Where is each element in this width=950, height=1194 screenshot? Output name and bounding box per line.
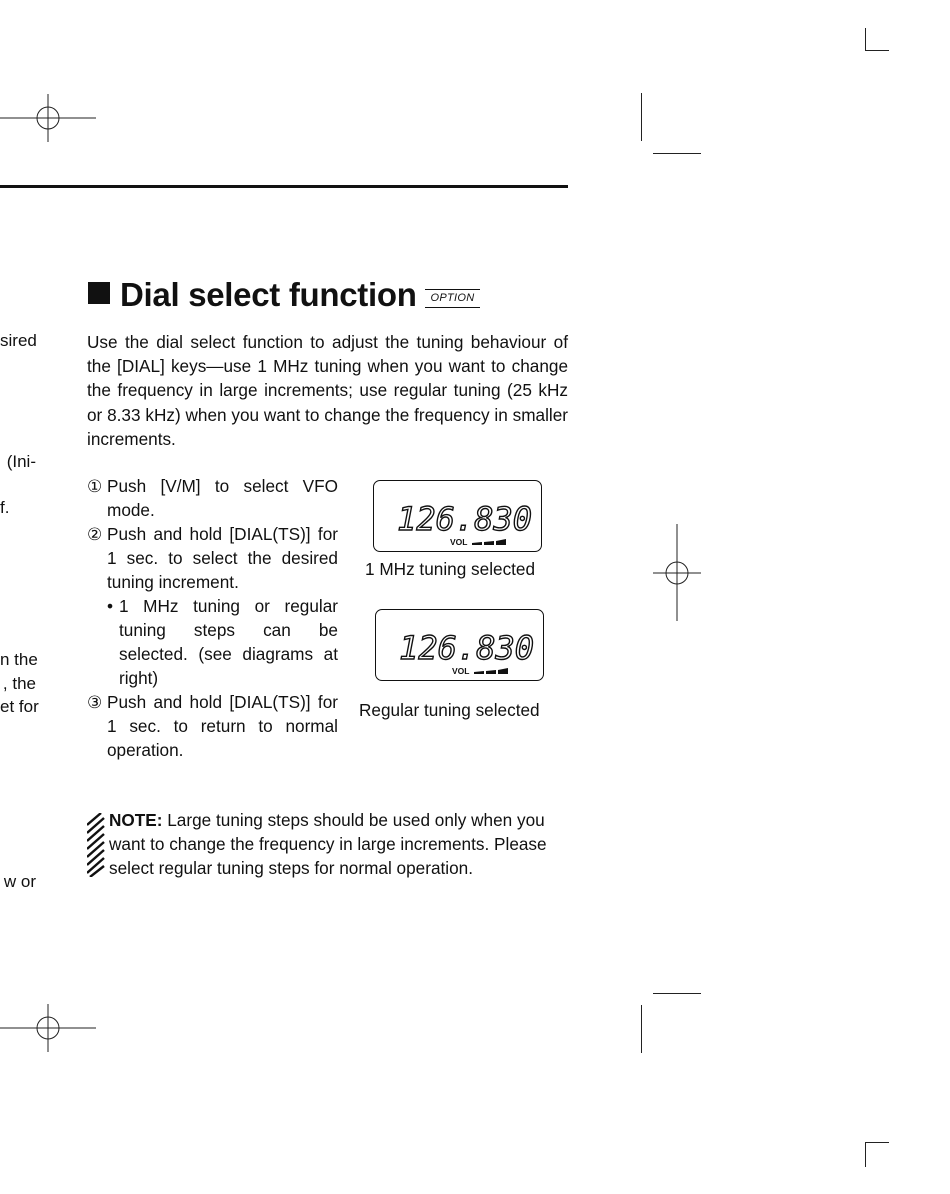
left-fragment: (Ini- [6,452,36,471]
left-fragment: , the [2,674,36,693]
lcd-display-regular [375,609,544,681]
lcd-frequency: 126.830 [399,629,534,667]
section-heading [88,276,417,314]
left-fragment: n the [0,650,38,669]
intro-paragraph: Use the dial select function to adjust the tuning behaviour of the [DIAL] keys—use 1 MHz tuning when you want to change the frequency in large increments; use regular tuning (25 kHz or 8.33 kHz) when you want to change the frequency in smaller increments. [87,332,568,449]
left-fragment: f. [0,498,10,517]
left-fragment: w or [3,872,36,891]
lcd-display-1mhz [373,480,542,552]
crop-mark [865,1142,889,1143]
left-fragment: sired [0,331,37,350]
section-title: Dial select function [120,276,417,313]
step-number: ① [87,476,103,496]
vol-bar-icon [474,668,508,674]
hatch-icon [87,813,105,877]
display-caption: 1 MHz tuning selected [365,559,536,579]
crop-mark [653,153,701,154]
square-bullet-icon [88,282,110,304]
step-number: ② [87,524,103,544]
step-item [87,474,338,522]
bullet: • [107,596,114,616]
step-item [87,690,338,762]
note-label: NOTE: [109,810,163,830]
note-text [109,808,568,881]
vol-label: VOL [452,666,470,676]
note-block [87,808,568,881]
step-text: Push and hold [DIAL(TS)] for 1 sec. to select the desired tuning increment. [107,524,338,592]
note-body: Large tuning steps should be used only when you want to change the frequency in large increments. Please select regular tuning steps for normal operation. [109,810,547,879]
crop-mark [641,1005,642,1053]
vol-label: VOL [450,537,468,547]
left-fragment: et for [0,697,39,716]
registration-mark-icon [0,92,100,144]
step-text: Push and hold [DIAL(TS)] for 1 sec. to return to normal operation. [107,692,338,760]
step-subnote [107,594,338,690]
registration-mark-icon [0,1002,100,1054]
vol-bar-icon [472,539,506,545]
step-list [87,474,338,762]
crop-mark [653,993,701,994]
step-subnote-text: 1 MHz tuning or regular tuning steps can be selected. (see diagrams at right) [119,596,338,688]
registration-mark-icon [650,524,704,622]
lcd-frequency: 126.830 [397,500,532,538]
step-text: Push [V/M] to select VFO mode. [107,476,338,520]
step-number: ③ [87,692,103,712]
step-item [87,522,338,690]
header-rule [0,185,568,188]
display-caption: Regular tuning selected [359,700,540,720]
crop-mark [641,93,642,141]
crop-mark [865,1142,866,1167]
crop-mark [865,28,866,50]
crop-mark [865,50,889,51]
option-badge: OPTION [425,289,480,308]
